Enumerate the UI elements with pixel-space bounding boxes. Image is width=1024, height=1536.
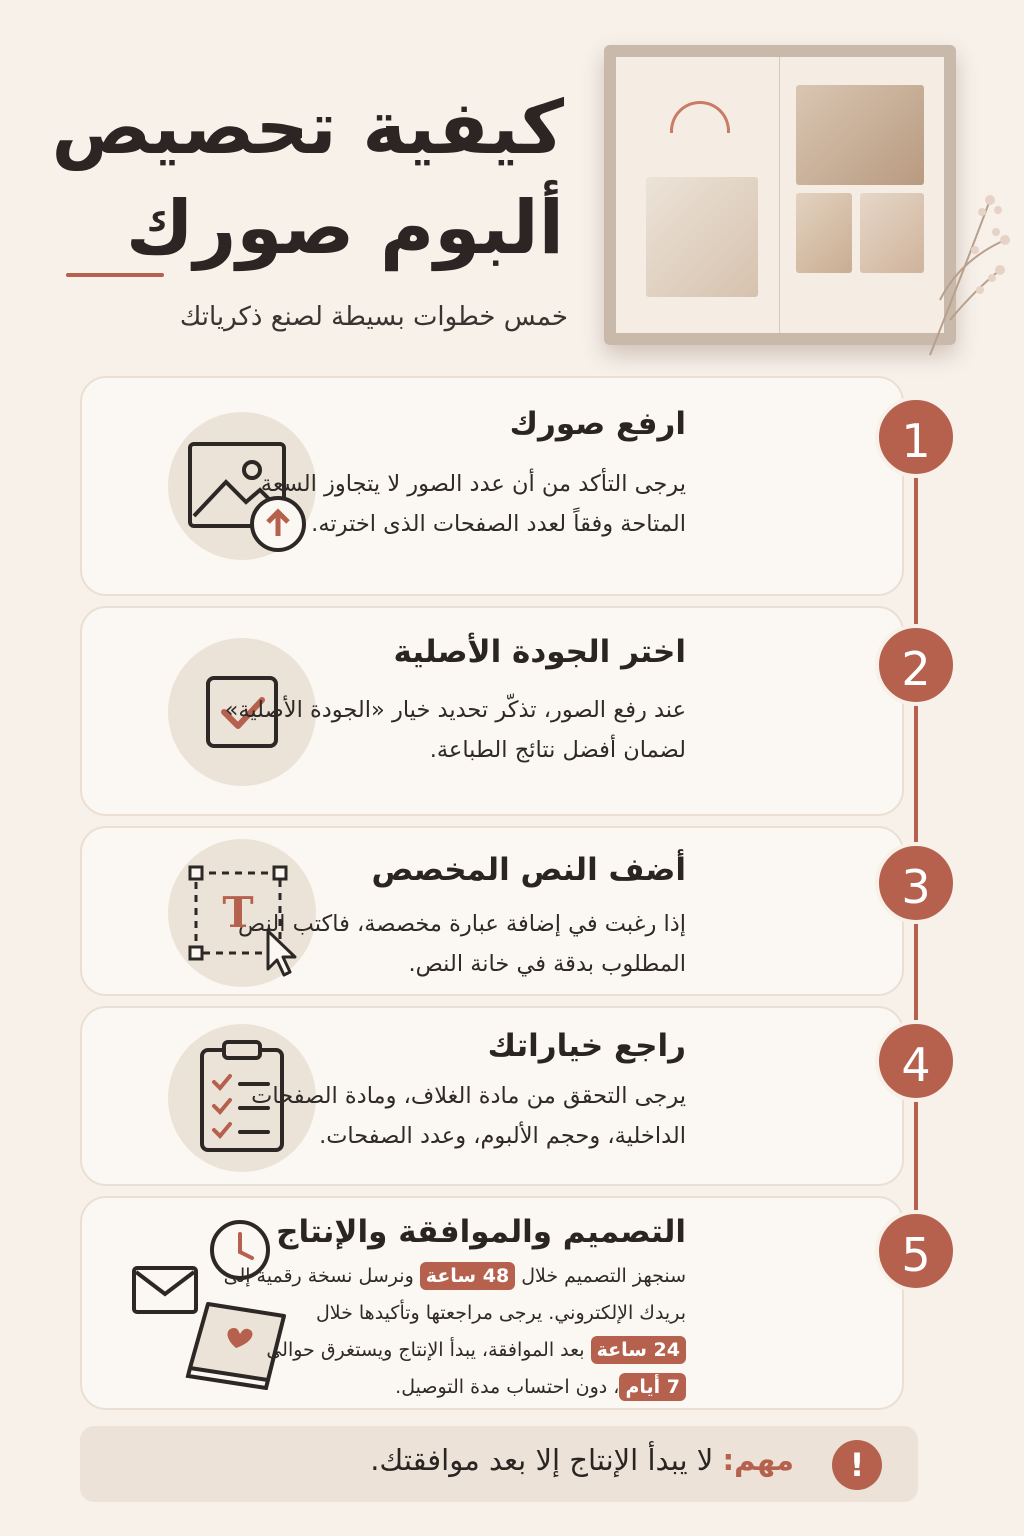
photo-album-illustration xyxy=(604,45,956,345)
step-5-text-part-2: ونرسل نسخة رقمية إلى بريدك الإلكتروني. يرجى مراجعتها وتأكيدها خلال xyxy=(223,1265,686,1324)
title-line-2: ألبوم صورك xyxy=(125,185,564,271)
step-2-title: اختر الجودة الأصلية xyxy=(393,634,686,670)
duration-badge-approval: 24 ساعة xyxy=(591,1336,686,1364)
step-5-text-part-4: ، دون احتساب مدة التوصيل. xyxy=(395,1376,620,1398)
important-note xyxy=(234,1443,794,1477)
step-5-number: 5 xyxy=(875,1210,957,1292)
title-line-1: كيفية تحصيص xyxy=(51,85,564,171)
step-5-title: التصميم والموافقة والإنتاج xyxy=(276,1214,686,1250)
step-1-title: ارفع صورك xyxy=(509,406,686,442)
step-3-number: 3 xyxy=(875,842,957,924)
page-subtitle: خمس خطوات بسيطة لصنع ذكرياتك xyxy=(179,302,568,332)
step-card-4 xyxy=(80,1006,904,1186)
exclamation-icon: ! xyxy=(832,1440,882,1490)
page-title xyxy=(44,78,564,278)
step-3-title: أضف النص المخصص xyxy=(371,852,686,888)
step-card-2 xyxy=(80,606,904,816)
duration-badge-design: 48 ساعة xyxy=(420,1262,515,1290)
album-photo-baby-feet xyxy=(796,85,924,185)
step-card-5 xyxy=(80,1196,904,1410)
step-5-text-part-1: سنجهز التصميم خلال xyxy=(521,1265,686,1287)
step-2-text: عند رفع الصور، تذكّر تحديد خيار «الجودة الأصلية» لضمان أفضل نتائج الطباعة. xyxy=(224,697,686,763)
dried-flowers-decoration xyxy=(920,180,1010,360)
album-left-page xyxy=(616,57,780,333)
album-photo-teddy-bear xyxy=(796,193,852,273)
duration-badge-production: 7 أيام xyxy=(619,1373,686,1401)
album-photo-stacking-toy xyxy=(860,193,924,273)
important-note-text: لا يبدأ الإنتاج إلا بعد موافقتك. xyxy=(370,1443,714,1477)
step-5-text xyxy=(216,1258,686,1406)
step-1-number: 1 xyxy=(875,396,957,478)
step-card-3 xyxy=(80,826,904,996)
rainbow-icon xyxy=(670,101,730,133)
step-5-text-part-3: بعد الموافقة، يبدأ الإنتاج ويستغرق حوالي xyxy=(266,1339,585,1361)
step-3-text: إذا رغبت في إضافة عبارة مخصصة، فاكتب النص المطلوب بدقة في خانة النص. xyxy=(238,911,686,977)
step-4-title: راجع خياراتك xyxy=(487,1028,686,1064)
album-photo-toys xyxy=(646,177,758,297)
title-divider xyxy=(66,273,164,277)
step-1-text: يرجى التأكد من أن عدد الصور لا يتجاوز السعة المتاحة وفقاً لعدد الصفحات الذى اخترته. xyxy=(260,471,686,537)
step-4-number: 4 xyxy=(875,1020,957,1102)
step-4-text: يرجى التحقق من مادة الغلاف، ومادة الصفحات الداخلية، وحجم الألبوم، وعدد الصفحات. xyxy=(251,1083,686,1149)
svg-text:T: T xyxy=(222,888,254,937)
important-note-label: مهم: xyxy=(722,1443,794,1477)
step-card-1 xyxy=(80,376,904,596)
step-2-number: 2 xyxy=(875,624,957,706)
